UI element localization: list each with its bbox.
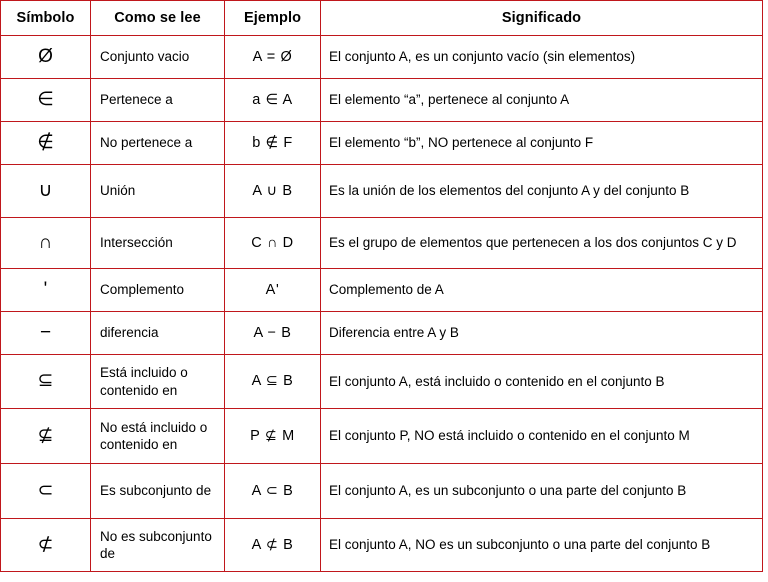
meaning-text: El conjunto A, NO es un subconjunto o una parte del conjunto B <box>329 537 711 553</box>
table-row <box>1 355 763 409</box>
cell-como-se-lee <box>91 464 225 519</box>
cell-significado <box>321 79 763 122</box>
cell-simbolo <box>1 355 91 409</box>
symbol-glyph: ⊈ <box>37 424 54 446</box>
symbol-glyph: Ø <box>38 45 53 67</box>
reading-text: diferencia <box>100 325 159 341</box>
example-expression: A ⊆ B <box>251 373 294 390</box>
column-header-ejemplo: Ejemplo <box>225 1 321 36</box>
cell-simbolo <box>1 79 91 122</box>
symbol-glyph: ⊄ <box>37 533 54 555</box>
cell-ejemplo <box>225 312 321 355</box>
cell-significado <box>321 269 763 312</box>
cell-ejemplo <box>225 355 321 409</box>
cell-simbolo <box>1 269 91 312</box>
example-expression: b ∉ F <box>252 134 293 151</box>
meaning-text: Es la unión de los elementos del conjunto A y del conjunto B <box>329 183 690 199</box>
cell-simbolo <box>1 409 91 464</box>
cell-simbolo <box>1 165 91 218</box>
meaning-text: Complemento de A <box>329 282 444 298</box>
meaning-text: El conjunto A, es un conjunto vacío (sin elementos) <box>329 49 636 65</box>
meaning-text: El elemento “b”, NO pertenece al conjunto F <box>329 135 594 151</box>
cell-significado <box>321 519 763 572</box>
cell-significado <box>321 464 763 519</box>
cell-significado <box>321 122 763 165</box>
example-expression: A ∪ B <box>252 182 293 199</box>
meaning-text: El conjunto A, es un subconjunto o una parte del conjunto B <box>329 483 687 499</box>
table-row <box>1 312 763 355</box>
table-row <box>1 165 763 218</box>
reading-text: Pertenece a <box>100 92 173 108</box>
meaning-text: Es el grupo de elementos que pertenecen a los dos conjuntos C y D <box>329 235 737 251</box>
cell-ejemplo <box>225 269 321 312</box>
symbol-glyph: ∉ <box>37 131 54 153</box>
cell-como-se-lee <box>91 269 225 312</box>
cell-como-se-lee <box>91 519 225 572</box>
symbol-glyph: ∩ <box>38 231 53 253</box>
reading-text: No está incluido o contenido en <box>100 419 208 452</box>
meaning-text: El conjunto A, está incluido o contenido en el conjunto B <box>329 373 665 389</box>
column-header-simbolo: Símbolo <box>1 1 91 36</box>
cell-ejemplo <box>225 122 321 165</box>
reading-text: Está incluido o contenido en <box>100 365 188 398</box>
example-expression: C ∩ D <box>251 234 294 251</box>
table-row <box>1 36 763 79</box>
table-row <box>1 464 763 519</box>
cell-ejemplo <box>225 218 321 269</box>
cell-como-se-lee <box>91 218 225 269</box>
cell-ejemplo <box>225 79 321 122</box>
table-row <box>1 269 763 312</box>
cell-simbolo <box>1 218 91 269</box>
meaning-text: El conjunto P, NO está incluido o contenido en el conjunto M <box>329 428 690 444</box>
cell-significado <box>321 36 763 79</box>
example-expression: P ⊈ M <box>250 427 295 444</box>
header-row <box>1 1 763 36</box>
reading-text: Intersección <box>100 235 173 251</box>
cell-simbolo <box>1 312 91 355</box>
symbol-glyph: ⊂ <box>37 479 54 501</box>
column-header-significado: Significado <box>321 1 763 36</box>
cell-ejemplo <box>225 36 321 79</box>
cell-como-se-lee <box>91 355 225 409</box>
cell-como-se-lee <box>91 79 225 122</box>
cell-simbolo <box>1 36 91 79</box>
table-row <box>1 218 763 269</box>
cell-como-se-lee <box>91 312 225 355</box>
meaning-text: El elemento “a”, pertenece al conjunto A <box>329 92 570 108</box>
cell-como-se-lee <box>91 409 225 464</box>
symbol-glyph: ∈ <box>37 88 54 110</box>
reading-text: No pertenece a <box>100 135 193 151</box>
symbol-glyph: ⊆ <box>37 370 54 392</box>
table-row <box>1 122 763 165</box>
cell-como-se-lee <box>91 36 225 79</box>
cell-como-se-lee <box>91 165 225 218</box>
reading-text: No es subconjunto de <box>100 528 212 561</box>
cell-simbolo <box>1 122 91 165</box>
cell-ejemplo <box>225 409 321 464</box>
reading-text: Conjunto vacio <box>100 49 190 65</box>
reading-text: Es subconjunto de <box>100 483 212 499</box>
table-row <box>1 409 763 464</box>
cell-como-se-lee <box>91 122 225 165</box>
cell-significado <box>321 218 763 269</box>
symbol-glyph: ∪ <box>38 179 53 201</box>
symbol-glyph: ' <box>43 278 48 300</box>
table-header <box>1 1 763 36</box>
cell-ejemplo <box>225 519 321 572</box>
table-row <box>1 519 763 572</box>
meaning-text: Diferencia entre A y B <box>329 325 459 341</box>
table-row <box>1 79 763 122</box>
reading-text: Complemento <box>100 282 185 298</box>
symbol-glyph: − <box>39 321 52 343</box>
example-expression: A' <box>265 281 280 298</box>
cell-ejemplo <box>225 165 321 218</box>
cell-significado <box>321 409 763 464</box>
example-expression: a ∈ A <box>252 91 293 108</box>
column-header-como-se-lee: Como se lee <box>91 1 225 36</box>
cell-significado <box>321 312 763 355</box>
reading-text: Unión <box>100 183 136 199</box>
cell-simbolo <box>1 464 91 519</box>
cell-significado <box>321 165 763 218</box>
example-expression: A = Ø <box>252 48 293 65</box>
cell-ejemplo <box>225 464 321 519</box>
cell-simbolo <box>1 519 91 572</box>
table-body <box>1 36 763 572</box>
example-expression: A ⊄ B <box>251 536 294 553</box>
example-expression: A − B <box>253 324 292 341</box>
example-expression: A ⊂ B <box>251 482 294 499</box>
cell-significado <box>321 355 763 409</box>
